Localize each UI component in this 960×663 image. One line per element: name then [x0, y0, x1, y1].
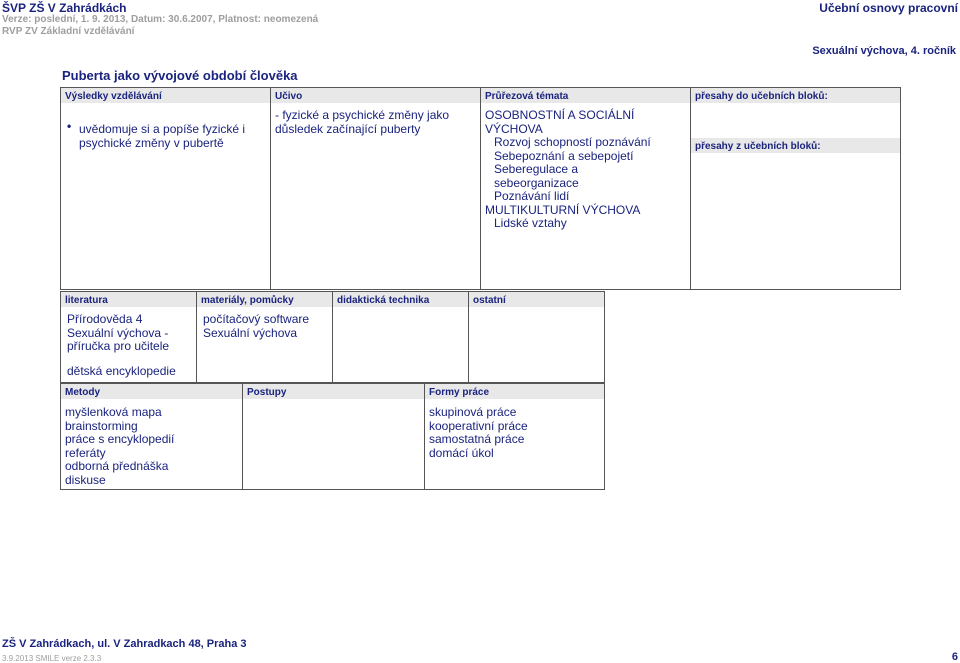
cross-topic-item: Sebepoznání a sebepojetí — [494, 148, 634, 163]
header-methods: Metody — [61, 384, 242, 399]
cross-topic-item: VÝCHOVA — [485, 121, 543, 136]
header-procedures: Postupy — [243, 384, 424, 399]
cross-topic-item: Poznávání lidí — [494, 189, 570, 203]
header-outcomes: Výsledky vzdělávání — [61, 88, 270, 103]
header-materials: materiály, pomůcky — [197, 292, 332, 307]
work-form-item: kooperativní práce — [429, 418, 528, 433]
footer-school: ZŠ V Zahrádkach, ul. V Zahradkach 48, Praha 3 — [2, 638, 247, 650]
methods-list — [65, 406, 174, 487]
literature-line: příručka pro učitele — [67, 339, 170, 353]
version-info: Verze: poslední, 1. 9. 2013, Datum: 30.6.2007, Platnost: neomezená — [2, 14, 319, 25]
outcome-line: psychické změny v pubertě — [79, 135, 224, 150]
header-didactic-tech: didaktická technika — [333, 292, 468, 307]
cross-topic-item: Rozvoj schopností poznávání — [494, 135, 651, 149]
method-item: diskuse — [65, 472, 106, 487]
header-overlap-from: přesahy z učebních bloků: — [691, 138, 900, 153]
work-form-item: domácí úkol — [429, 445, 494, 460]
header-literature: literatura — [61, 292, 196, 307]
outcome-line: uvědomuje si a popíše fyzické i — [79, 122, 246, 136]
method-item: práce s encyklopedií — [65, 432, 175, 446]
cross-topic-item: Lidské vztahy — [494, 216, 567, 230]
outcome-bullet: • — [67, 119, 72, 133]
cross-topics-list — [485, 109, 651, 231]
materials-line: Sexuální výchova — [203, 325, 298, 340]
curriculum-line: důsledek začínající puberty — [275, 121, 421, 136]
topic-title: Puberta jako vývojové období člověka — [62, 68, 298, 83]
work-form-item: skupinová práce — [429, 405, 517, 419]
curriculum-line: - fyzické a psychické změny jako — [275, 108, 450, 122]
cross-topic-item: sebeorganizace — [494, 175, 579, 190]
outcome-text — [79, 123, 245, 150]
header-overlap-to: přesahy do učebních bloků: — [691, 88, 900, 103]
main-table — [60, 87, 901, 290]
page-number: 6 — [951, 651, 958, 663]
rvp-label: RVP ZV Základní vzdělávání — [2, 26, 135, 37]
footer-version: 3.9.2013 SMILE verze 2.3.3 — [2, 654, 102, 663]
cross-topic-item: Seberegulace a — [494, 162, 579, 176]
literature-list — [67, 313, 176, 378]
header-other: ostatní — [469, 292, 604, 307]
header-cross-topics: Průřezová témata — [481, 88, 690, 103]
literature-line — [67, 354, 176, 365]
methods-table — [60, 383, 605, 490]
cross-topic-item: OSOBNOSTNÍ A SOCIÁLNÍ — [485, 108, 635, 122]
literature-line: Sexuální výchova - — [67, 325, 169, 340]
method-item: brainstorming — [65, 418, 138, 433]
materials-list — [203, 313, 309, 340]
resources-table — [60, 291, 605, 383]
method-item: myšlenková mapa — [65, 405, 162, 419]
header-work-forms: Formy práce — [425, 384, 604, 399]
document-title: Učební osnovy pracovní — [819, 1, 958, 15]
method-item: referáty — [65, 445, 106, 460]
literature-line: dětská encyklopedie — [67, 363, 176, 378]
work-forms-list — [429, 406, 528, 460]
materials-line: počítačový software — [203, 312, 310, 326]
school-title: ŠVP ZŠ V Zahrádkách — [2, 1, 127, 15]
header-curriculum: Učivo — [271, 88, 480, 103]
curriculum-text — [275, 109, 449, 136]
method-item: odborná přednáška — [65, 459, 169, 473]
literature-line: Přírodověda 4 — [67, 312, 143, 326]
work-form-item: samostatná práce — [429, 432, 525, 446]
cross-topic-item: MULTIKULTURNÍ VÝCHOVA — [485, 202, 641, 217]
subject-grade: Sexuální výchova, 4. ročník — [812, 45, 956, 57]
